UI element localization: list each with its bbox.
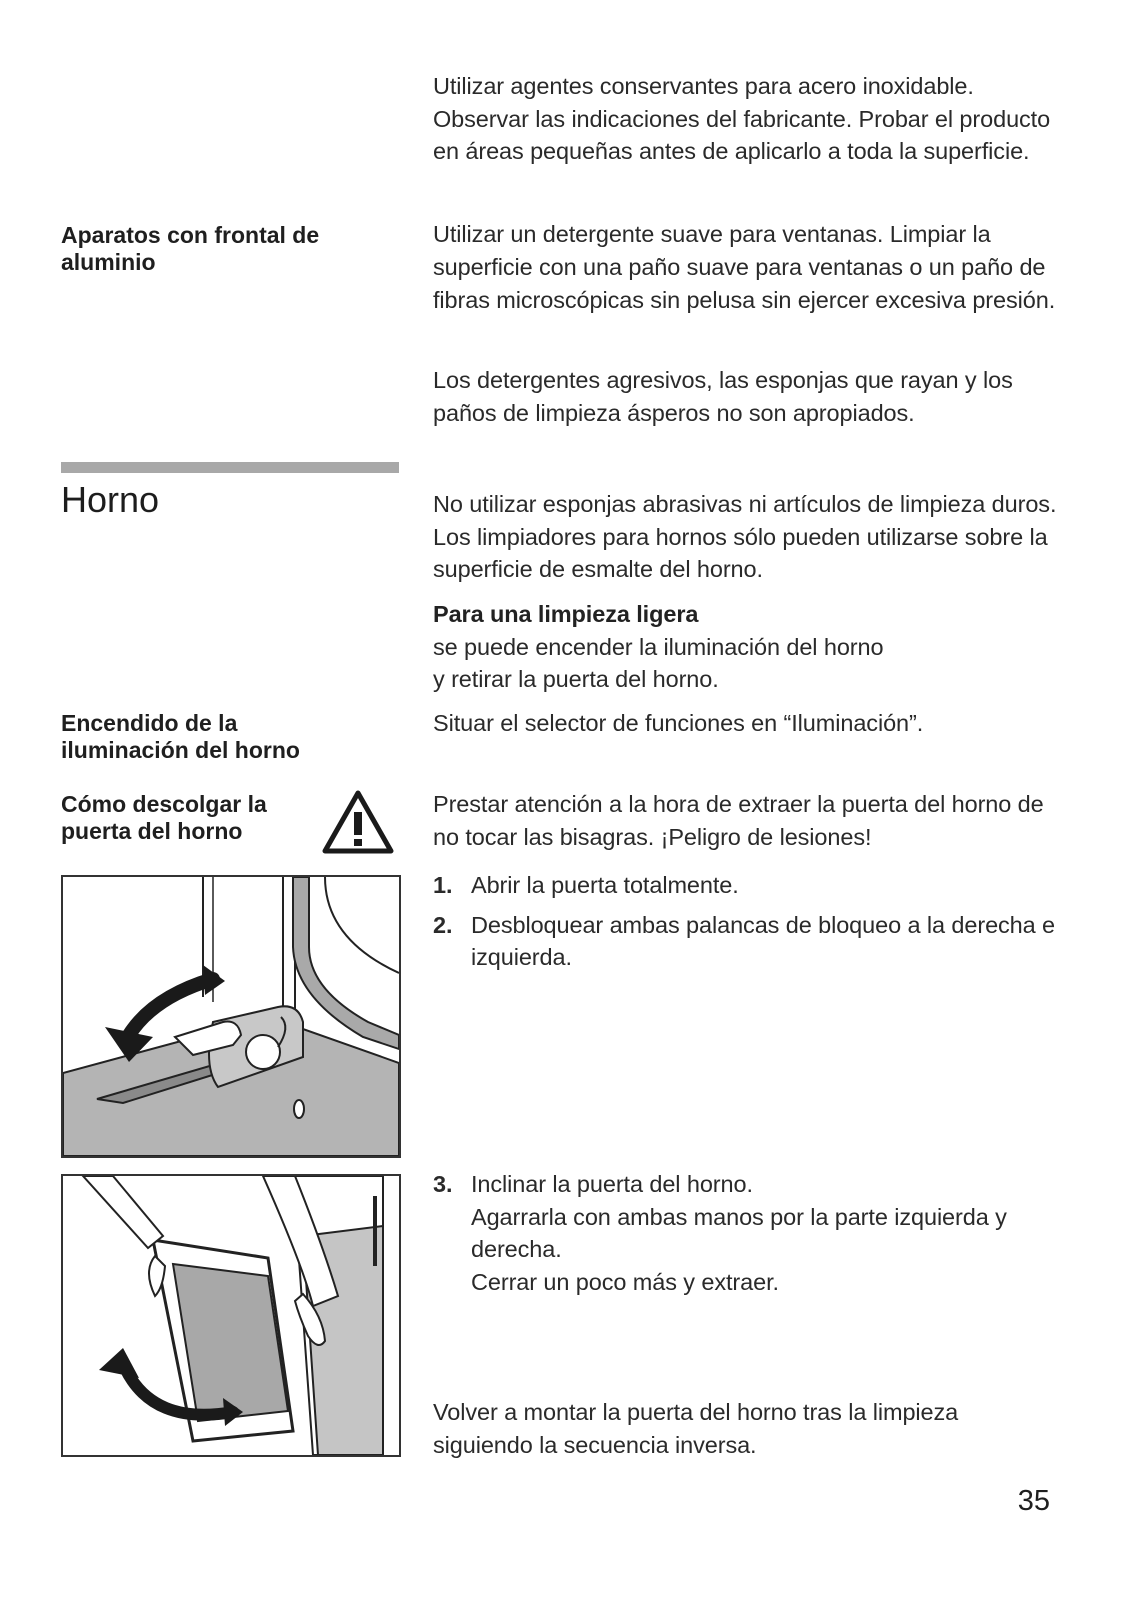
step-1	[433, 869, 1063, 902]
hinge-lever-illustration	[61, 875, 401, 1158]
section-title: Horno	[61, 479, 160, 520]
steps-1-2	[433, 869, 1063, 974]
reassembly-text: Volver a montar la puerta del horno tras la limpieza siguiendo la secuencia inversa.	[433, 1399, 959, 1458]
aluminium-paragraph-1: Utilizar un detergente suave para ventanas. Limpiar la superficie con una paño suave para ventanas o un paño de fibras microscópicas sin pelusa sin ejercer excesiva presión.	[433, 221, 1056, 313]
warning-text: Prestar atención a la hora de extraer la puerta del horno de no tocar las bisagras. ¡Peligro de lesiones!	[433, 791, 1044, 850]
steel-care-paragraph: Utilizar agentes conservantes para acero inoxidable. Observar las indicaciones del fabricante. Probar el producto en áreas pequeñas antes de aplicarlo a toda la superficie.	[433, 73, 1051, 164]
oven-paragraph: No utilizar esponjas abrasivas ni artículos de limpieza duros. Los limpiadores para hornos sólo pueden utilizarse sobre la superficie de esmalte del horno.	[433, 491, 1057, 582]
step-2	[433, 909, 1063, 974]
aluminium-heading: Aparatos con frontal de aluminio	[61, 222, 320, 275]
step-3-line-1: Inclinar la puerta del horno.	[471, 1171, 753, 1197]
step-3-line-3: Cerrar un poco más y extraer.	[471, 1268, 779, 1295]
step-2-text: Desbloquear ambas palancas de bloqueo a la derecha e izquierda.	[471, 911, 1056, 970]
lighting-heading: Encendido de la iluminación del horno	[61, 710, 300, 763]
door-removal-heading: Cómo descolgar la puerta del horno	[61, 791, 267, 844]
warning-triangle-icon	[321, 788, 395, 856]
section-rule	[61, 462, 399, 473]
light-cleaning-block	[433, 598, 1063, 696]
light-cleaning-line-1: se puede encender la iluminación del horno	[433, 633, 884, 660]
door-tilt-illustration	[61, 1174, 401, 1457]
aluminium-paragraph-2: Los detergentes agresivos, las esponjas que rayan y los paños de limpieza ásperos no son apropiados.	[433, 367, 1013, 426]
light-cleaning-line-2: y retirar la puerta del horno.	[433, 666, 719, 692]
step-1-text: Abrir la puerta totalmente.	[471, 872, 739, 898]
step-3	[433, 1168, 1063, 1298]
step-3-number: 3.	[433, 1171, 453, 1197]
lighting-text: Situar el selector de funciones en “Iluminación”.	[433, 710, 924, 736]
step-3-line-2: Agarrarla con ambas manos por la parte izquierda y derecha.	[471, 1203, 1007, 1262]
step-2-number: 2.	[433, 911, 453, 938]
light-cleaning-heading: Para una limpieza ligera	[433, 601, 699, 627]
page-number: 35	[1017, 1485, 1050, 1517]
step-1-number: 1.	[433, 872, 453, 898]
